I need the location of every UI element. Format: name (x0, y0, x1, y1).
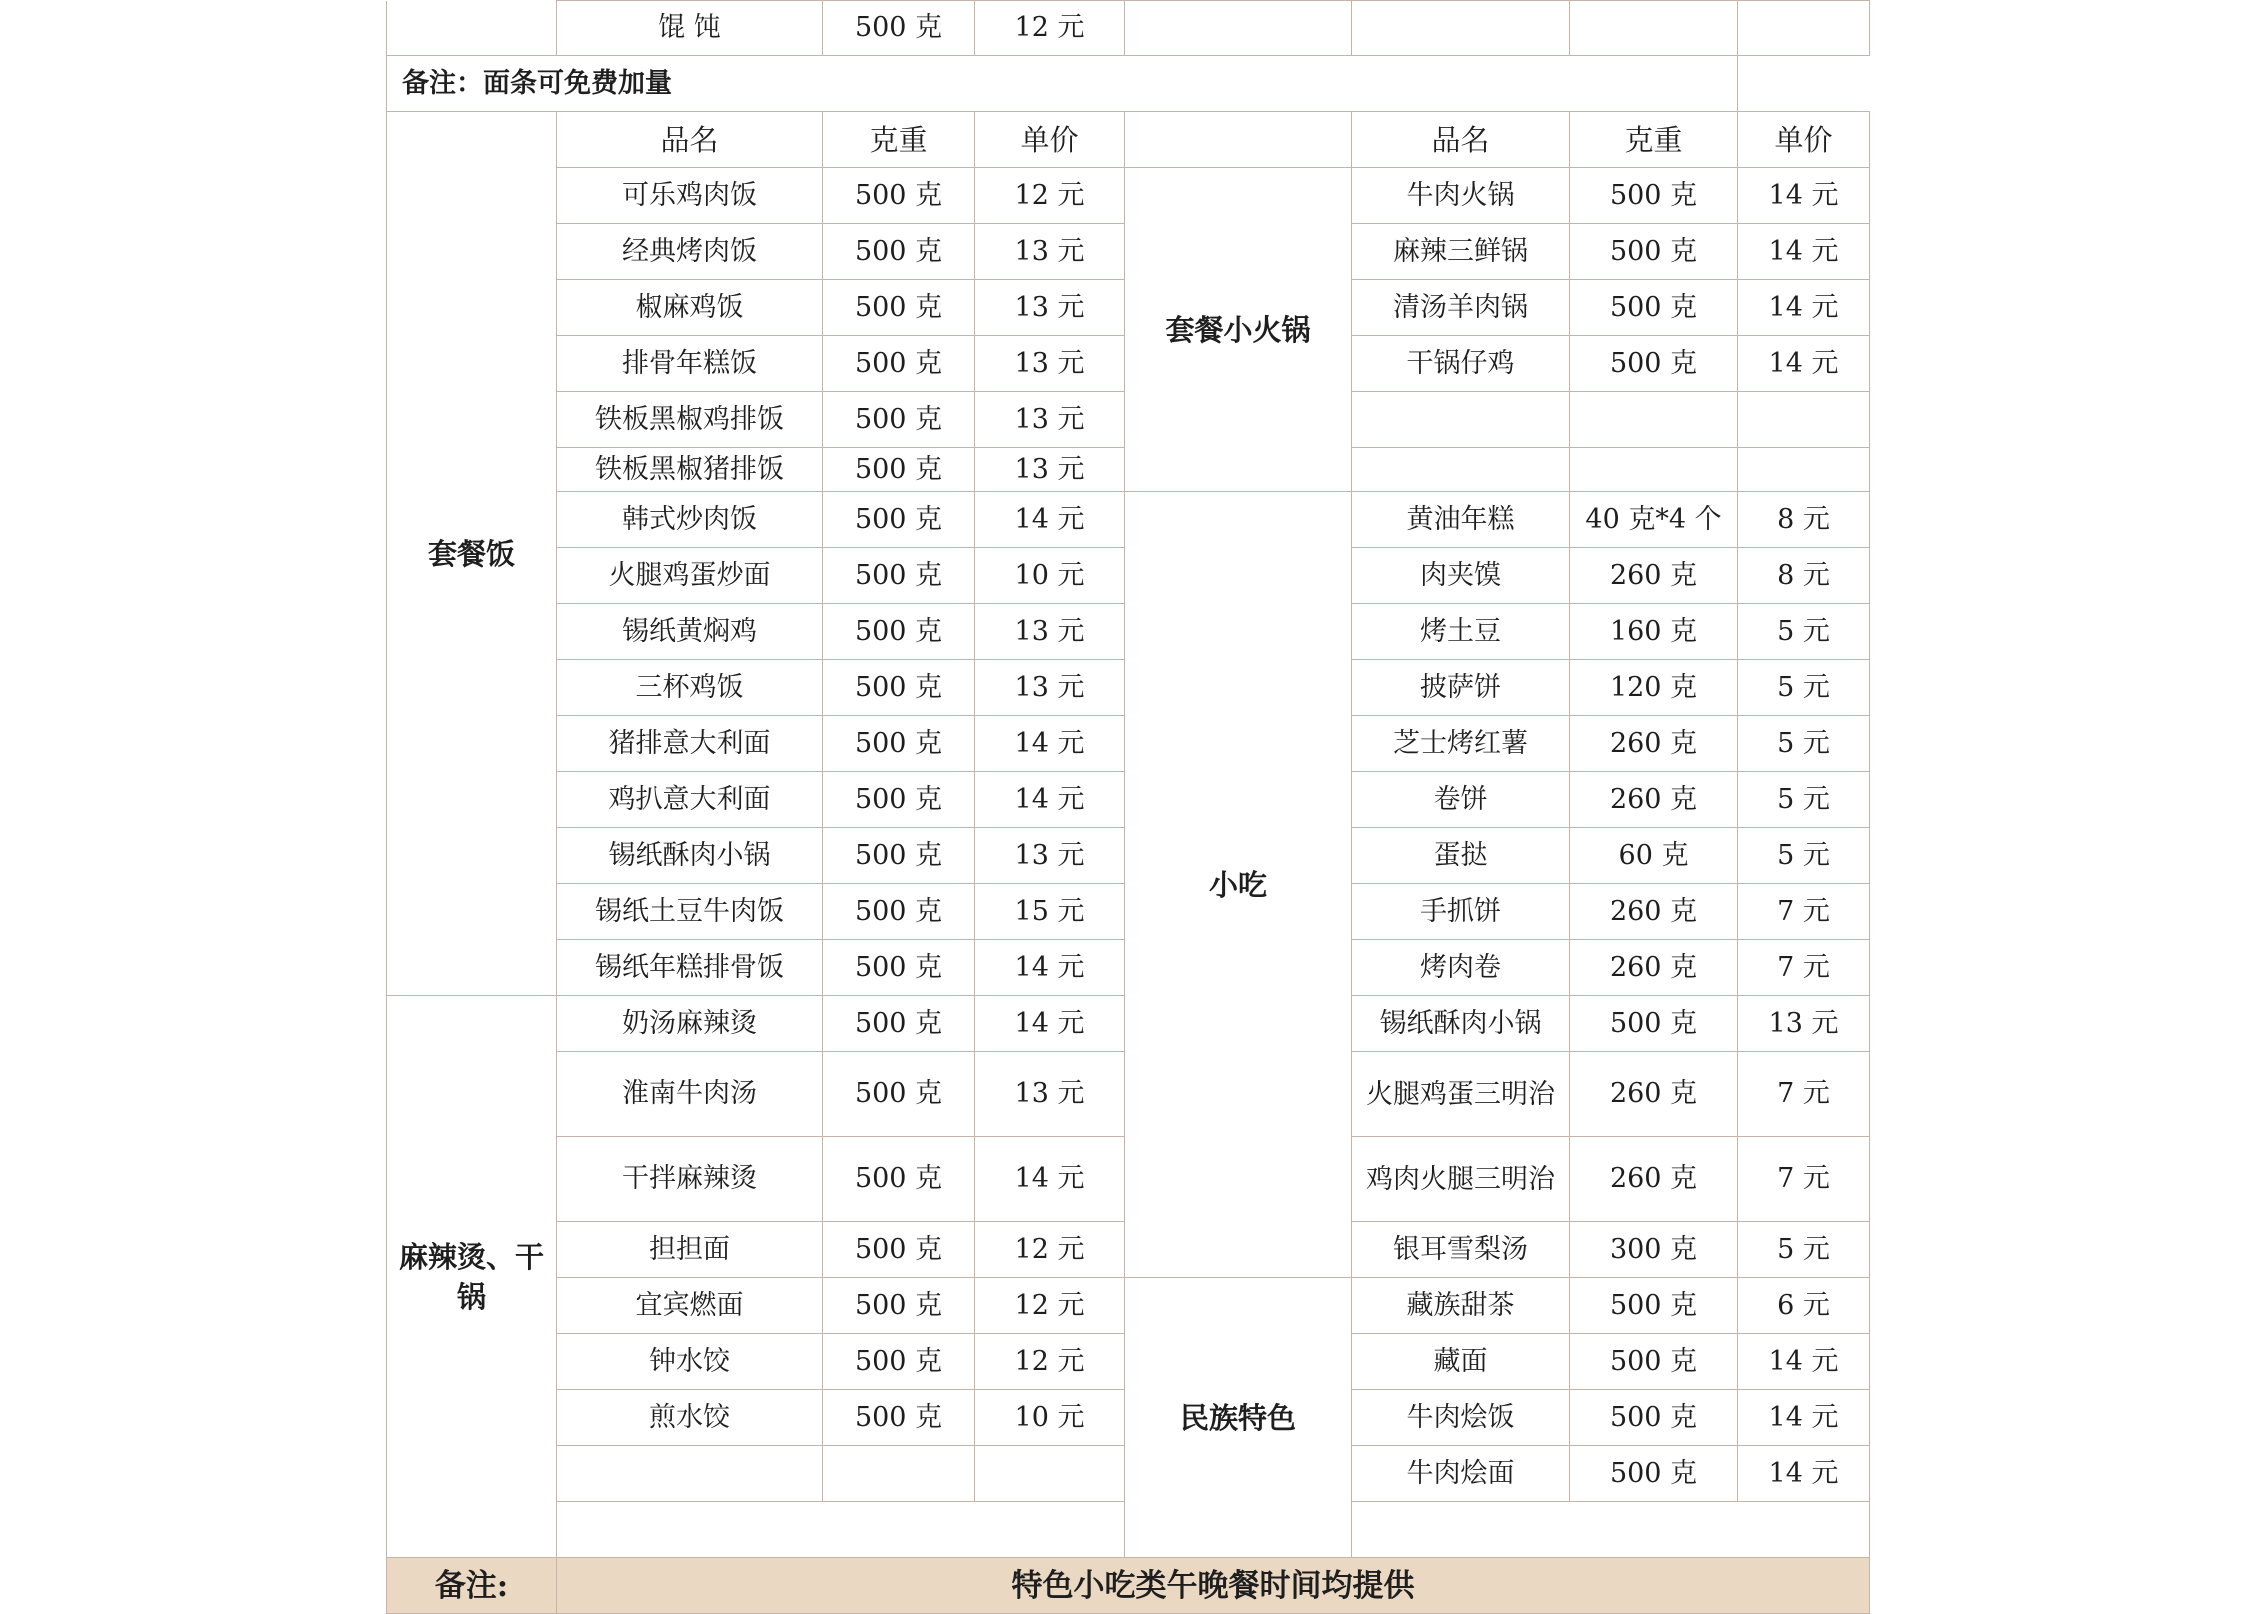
top-item-weight: 500 克 (823, 1, 975, 56)
mala-item-name: 干拌麻辣烫 (557, 1137, 823, 1222)
empty-cell (1352, 448, 1570, 492)
set-meal-item-name: 铁板黑椒鸡排饭 (557, 392, 823, 448)
mala-item-price: 10 元 (975, 1390, 1125, 1446)
snack-item-name: 黄油年糕 (1352, 492, 1570, 548)
set-meal-item-weight: 500 克 (823, 884, 975, 940)
mala-item-weight: 500 克 (823, 1052, 975, 1137)
snack-item-price: 8 元 (1738, 492, 1870, 548)
snack-item-price: 7 元 (1738, 940, 1870, 996)
set-meal-item-price: 13 元 (975, 448, 1125, 492)
set-meal-item-name: 锡纸年糕排骨饭 (557, 940, 823, 996)
hotpot-item-name: 干锅仔鸡 (1352, 336, 1570, 392)
set-meal-item-weight: 500 克 (823, 716, 975, 772)
section-snacks: 小吃 (1125, 492, 1352, 1278)
mala-item-weight: 500 克 (823, 1137, 975, 1222)
mala-item-name: 担担面 (557, 1222, 823, 1278)
set-meal-item-price: 14 元 (975, 492, 1125, 548)
header-price: 单价 (1738, 112, 1870, 168)
set-meal-item-price: 13 元 (975, 604, 1125, 660)
mala-item-name: 淮南牛肉汤 (557, 1052, 823, 1137)
set-meal-item-weight: 500 克 (823, 604, 975, 660)
snack-item-name: 披萨饼 (1352, 660, 1570, 716)
set-meal-item-price: 14 元 (975, 772, 1125, 828)
footer-row (387, 1558, 1870, 1614)
empty-cell (1352, 392, 1570, 448)
empty-cell (557, 1446, 823, 1502)
snack-item-weight: 60 克 (1570, 828, 1738, 884)
mala-item-name: 煎水饺 (557, 1390, 823, 1446)
set-meal-item-name: 锡纸土豆牛肉饭 (557, 884, 823, 940)
set-meal-item-weight: 500 克 (823, 168, 975, 224)
snack-item-name: 卷饼 (1352, 772, 1570, 828)
set-meal-item-name: 鸡扒意大利面 (557, 772, 823, 828)
header-name: 品名 (1352, 112, 1570, 168)
set-meal-item-weight: 500 克 (823, 280, 975, 336)
snack-item-name: 鸡肉火腿三明治 (1352, 1137, 1570, 1222)
snack-item-name: 银耳雪梨汤 (1352, 1222, 1570, 1278)
set-meal-item-name: 铁板黑椒猪排饭 (557, 448, 823, 492)
empty-cell (1570, 1, 1738, 56)
hotpot-item-weight: 500 克 (1570, 224, 1738, 280)
menu-row (387, 1, 1870, 56)
hotpot-item-price: 14 元 (1738, 168, 1870, 224)
snack-item-weight: 40 克*4 个 (1570, 492, 1738, 548)
snack-item-name: 蛋挞 (1352, 828, 1570, 884)
ethnic-item-name: 藏面 (1352, 1334, 1570, 1390)
mala-item-price: 12 元 (975, 1278, 1125, 1334)
snack-item-name: 芝士烤红薯 (1352, 716, 1570, 772)
snack-item-weight: 300 克 (1570, 1222, 1738, 1278)
ethnic-item-weight: 500 克 (1570, 1446, 1738, 1502)
set-meal-item-price: 13 元 (975, 828, 1125, 884)
empty-cell (975, 1446, 1125, 1502)
set-meal-item-price: 13 元 (975, 224, 1125, 280)
ethnic-item-name: 牛肉烩饭 (1352, 1390, 1570, 1446)
mala-item-weight: 500 克 (823, 1390, 975, 1446)
set-meal-item-name: 韩式炒肉饭 (557, 492, 823, 548)
header-name: 品名 (557, 112, 823, 168)
set-meal-item-price: 13 元 (975, 280, 1125, 336)
ethnic-item-price: 14 元 (1738, 1334, 1870, 1390)
set-meal-item-weight: 500 克 (823, 548, 975, 604)
mala-item-price: 12 元 (975, 1334, 1125, 1390)
set-meal-item-price: 15 元 (975, 884, 1125, 940)
set-meal-item-price: 13 元 (975, 660, 1125, 716)
snack-item-weight: 500 克 (1570, 996, 1738, 1052)
empty-cell (1738, 448, 1870, 492)
footer-label: 备注: (387, 1558, 557, 1614)
hotpot-item-name: 清汤羊肉锅 (1352, 280, 1570, 336)
empty-cell (557, 1502, 1125, 1558)
mala-item-weight: 500 克 (823, 1278, 975, 1334)
hotpot-item-price: 14 元 (1738, 336, 1870, 392)
empty-cell (1570, 392, 1738, 448)
snack-item-weight: 160 克 (1570, 604, 1738, 660)
snack-item-price: 8 元 (1738, 548, 1870, 604)
empty-cell (1570, 448, 1738, 492)
ethnic-item-weight: 500 克 (1570, 1278, 1738, 1334)
set-meal-item-name: 经典烤肉饭 (557, 224, 823, 280)
header-price: 单价 (975, 112, 1125, 168)
ethnic-item-weight: 500 克 (1570, 1390, 1738, 1446)
set-meal-item-price: 10 元 (975, 548, 1125, 604)
section-ethnic: 民族特色 (1125, 1278, 1352, 1558)
empty-cell (823, 1446, 975, 1502)
snack-item-name: 烤肉卷 (1352, 940, 1570, 996)
hotpot-item-weight: 500 克 (1570, 280, 1738, 336)
header-weight: 克重 (1570, 112, 1738, 168)
set-meal-item-price: 14 元 (975, 716, 1125, 772)
set-meal-item-name: 可乐鸡肉饭 (557, 168, 823, 224)
snack-item-price: 13 元 (1738, 996, 1870, 1052)
set-meal-item-name: 椒麻鸡饭 (557, 280, 823, 336)
mala-item-name: 奶汤麻辣烫 (557, 996, 823, 1052)
section-hotpot: 套餐小火锅 (1125, 168, 1352, 492)
section-header-blank (1125, 112, 1352, 168)
snack-item-price: 7 元 (1738, 884, 1870, 940)
footer-note: 特色小吃类午晚餐时间均提供 (557, 1558, 1870, 1614)
set-meal-item-name: 三杯鸡饭 (557, 660, 823, 716)
top-item-price: 12 元 (975, 1, 1125, 56)
set-meal-item-weight: 500 克 (823, 492, 975, 548)
snack-item-weight: 260 克 (1570, 940, 1738, 996)
set-meal-item-price: 13 元 (975, 392, 1125, 448)
header-weight: 克重 (823, 112, 975, 168)
snack-item-weight: 260 克 (1570, 548, 1738, 604)
mala-item-weight: 500 克 (823, 1222, 975, 1278)
snack-item-name: 锡纸酥肉小锅 (1352, 996, 1570, 1052)
snack-item-price: 7 元 (1738, 1137, 1870, 1222)
hotpot-item-name: 牛肉火锅 (1352, 168, 1570, 224)
mala-item-name: 宜宾燃面 (557, 1278, 823, 1334)
set-meal-item-price: 12 元 (975, 168, 1125, 224)
section-set-meal: 套餐饭 (387, 112, 557, 996)
hotpot-item-price: 14 元 (1738, 280, 1870, 336)
mala-item-weight: 500 克 (823, 1334, 975, 1390)
snack-item-price: 5 元 (1738, 1222, 1870, 1278)
mala-item-price: 12 元 (975, 1222, 1125, 1278)
set-meal-item-weight: 500 克 (823, 940, 975, 996)
set-meal-item-weight: 500 克 (823, 392, 975, 448)
snack-item-name: 手抓饼 (1352, 884, 1570, 940)
snack-item-weight: 260 克 (1570, 884, 1738, 940)
empty-cell (1352, 1502, 1870, 1558)
ethnic-item-price: 14 元 (1738, 1446, 1870, 1502)
section-cell-empty (387, 1, 557, 56)
menu-row (387, 56, 1870, 112)
menu-row (387, 492, 1870, 548)
snack-item-price: 5 元 (1738, 716, 1870, 772)
empty-cell (1352, 1, 1570, 56)
snack-item-weight: 260 克 (1570, 772, 1738, 828)
snack-item-weight: 260 克 (1570, 716, 1738, 772)
menu-row (387, 1278, 1870, 1334)
mala-item-name: 钟水饺 (557, 1334, 823, 1390)
mala-item-price: 13 元 (975, 1052, 1125, 1137)
snack-item-price: 5 元 (1738, 660, 1870, 716)
set-meal-item-name: 排骨年糕饭 (557, 336, 823, 392)
set-meal-item-name: 锡纸酥肉小锅 (557, 828, 823, 884)
snack-item-name: 肉夹馍 (1352, 548, 1570, 604)
section-mala: 麻辣烫、干锅 (387, 996, 557, 1558)
hotpot-item-price: 14 元 (1738, 224, 1870, 280)
set-meal-item-price: 13 元 (975, 336, 1125, 392)
top-note: 备注：面条可免费加量 (387, 56, 1738, 112)
snack-item-weight: 260 克 (1570, 1137, 1738, 1222)
snack-item-weight: 260 克 (1570, 1052, 1738, 1137)
ethnic-item-price: 6 元 (1738, 1278, 1870, 1334)
empty-cell (1738, 1, 1870, 56)
mala-item-price: 14 元 (975, 1137, 1125, 1222)
empty-cell (1125, 1, 1352, 56)
set-meal-item-weight: 500 克 (823, 224, 975, 280)
menu-row (387, 168, 1870, 224)
ethnic-item-name: 牛肉烩面 (1352, 1446, 1570, 1502)
ethnic-item-price: 14 元 (1738, 1390, 1870, 1446)
snack-item-price: 5 元 (1738, 828, 1870, 884)
hotpot-item-weight: 500 克 (1570, 168, 1738, 224)
empty-cell (1738, 392, 1870, 448)
set-meal-item-weight: 500 克 (823, 448, 975, 492)
set-meal-item-weight: 500 克 (823, 660, 975, 716)
set-meal-item-price: 14 元 (975, 940, 1125, 996)
top-item-name: 馄 饨 (557, 1, 823, 56)
menu-row (387, 112, 1870, 168)
snack-item-name: 火腿鸡蛋三明治 (1352, 1052, 1570, 1137)
mala-item-price: 14 元 (975, 996, 1125, 1052)
snack-item-price: 5 元 (1738, 772, 1870, 828)
snack-item-price: 7 元 (1738, 1052, 1870, 1137)
set-meal-item-name: 猪排意大利面 (557, 716, 823, 772)
set-meal-item-name: 锡纸黄焖鸡 (557, 604, 823, 660)
mala-item-weight: 500 克 (823, 996, 975, 1052)
set-meal-item-weight: 500 克 (823, 772, 975, 828)
ethnic-item-weight: 500 克 (1570, 1334, 1738, 1390)
snack-item-name: 烤土豆 (1352, 604, 1570, 660)
menu-table (386, 0, 1870, 1614)
hotpot-item-name: 麻辣三鲜锅 (1352, 224, 1570, 280)
ethnic-item-name: 藏族甜茶 (1352, 1278, 1570, 1334)
hotpot-item-weight: 500 克 (1570, 336, 1738, 392)
snack-item-price: 5 元 (1738, 604, 1870, 660)
set-meal-item-name: 火腿鸡蛋炒面 (557, 548, 823, 604)
set-meal-item-weight: 500 克 (823, 828, 975, 884)
snack-item-weight: 120 克 (1570, 660, 1738, 716)
set-meal-item-weight: 500 克 (823, 336, 975, 392)
